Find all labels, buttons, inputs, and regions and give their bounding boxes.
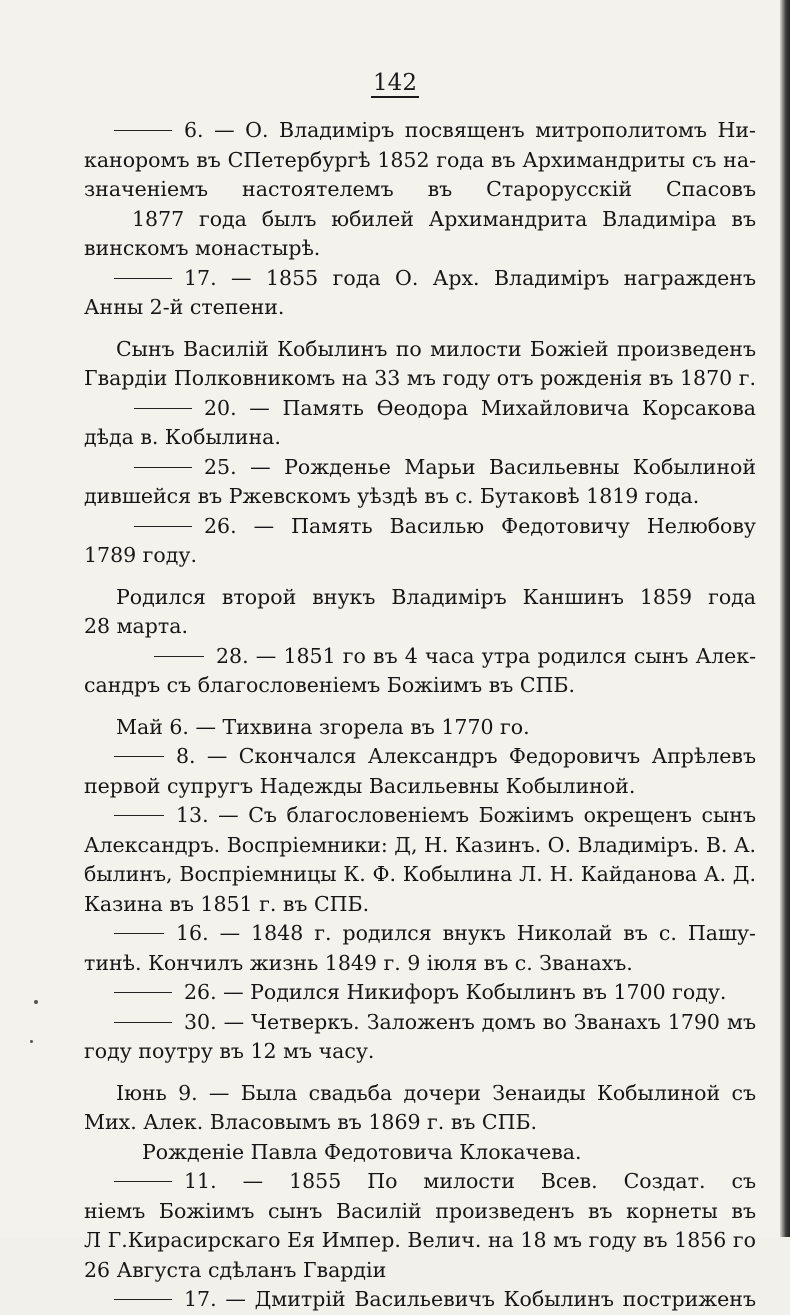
text-line [84, 713, 756, 743]
text-line-content: каноромъ въ СПетербургѣ 1852 года въ Архимандриты съ на- [84, 147, 756, 172]
text-line [84, 482, 756, 512]
text-line [84, 860, 756, 890]
text-line-content: 1789 году. [84, 543, 197, 567]
text-line [84, 1197, 756, 1227]
ditto-dash [114, 1299, 172, 1300]
scan-speck [30, 1040, 33, 1043]
text-line-content: тинѣ. Кончилъ жизнь 1849 г. 9 іюля въ с. Званахъ. [84, 950, 633, 975]
text-line-content: дившейся въ Ржевскомъ уѣздѣ въ с. Бутаковѣ 1819 года. [84, 484, 700, 508]
text-line-content: Сынъ Василій Кобылинъ по милости Божіей произведенъ [116, 336, 756, 361]
text-line [84, 175, 756, 205]
paragraph-gap [84, 701, 756, 713]
paragraph-gap [84, 1067, 756, 1079]
text-line-content: 1877 года былъ юбилей Архимандрита Владиміра въ [132, 206, 756, 231]
text-line-content: 26 Августа сдѣланъ Гвардіи [84, 1257, 387, 1282]
text-line-content: Александръ. Воспріемники: Д, Н. Казинъ. О. Владиміръ. В. А. [84, 832, 756, 857]
text-line-content: 25. — Рожденье Марьи Васильевны Кобылиной [204, 454, 756, 479]
ditto-dash [154, 656, 204, 657]
text-line-content: винскомъ монастырѣ. [84, 236, 321, 260]
text-line-content: ніемъ Божіимъ сынъ Василій произведенъ въ корнеты въ [84, 1198, 756, 1223]
ditto-dash [114, 1022, 172, 1023]
text-line-content: первой супругъ Надежды Васильевны Кобылиной. [84, 773, 636, 798]
text-line [84, 831, 756, 861]
text-line [84, 612, 756, 642]
ditto-dash [134, 408, 192, 409]
ditto-dash [114, 756, 164, 757]
ditto-dash [114, 933, 164, 934]
text-line [84, 146, 756, 176]
page-edge-shadow [780, 0, 790, 1237]
text-line [84, 919, 756, 949]
text-line [84, 890, 756, 920]
text-line [84, 541, 756, 571]
text-line [84, 264, 756, 294]
text-line [84, 1138, 756, 1168]
text-line-content: 16. — 1848 г. родился внукъ Николай въ с. Пашу- [176, 921, 756, 945]
text-line-content: Рожденіе Павла Федотовича Клокачева. [142, 1139, 582, 1164]
text-line [84, 801, 756, 831]
text-line [84, 364, 756, 394]
text-line-content: былинъ, Воспріемницы К. Ф. Кобылина Л. Н. Кайданова А. Д. [84, 862, 756, 886]
text-line [84, 512, 756, 542]
text-line [84, 583, 756, 613]
text-line [84, 1108, 756, 1138]
text-line [84, 772, 756, 802]
text-line-content: Родился второй внукъ Владиміръ Каншинъ 1859 года [116, 584, 756, 609]
text-line-content: 20. — Память Ѳеодора Михайловича Корсакова [204, 395, 756, 420]
text-line [84, 335, 756, 365]
text-line [84, 949, 756, 979]
text-line [84, 642, 756, 672]
text-line-content: 28. — 1851 го въ 4 часа утра родился сынъ Алек- [216, 643, 756, 668]
text-line [84, 742, 756, 772]
paragraph-gap [84, 571, 756, 583]
text-line [84, 1226, 756, 1256]
text-line [84, 394, 756, 424]
text-line-content: значеніемъ настоятелемъ въ Старорусскій Спасовъ [84, 177, 756, 201]
page-text [84, 116, 756, 1315]
text-line [84, 453, 756, 483]
text-line-content: Май 6. — Тихвина згорела въ 1770 го. [116, 714, 530, 739]
text-line [84, 1285, 756, 1315]
text-line-content: Л Г.Кирасирскаго Ея Импер. Велич. на 18 мъ году въ 1856 го [84, 1228, 756, 1252]
ditto-dash [114, 130, 172, 131]
text-line-content: Іюнь 9. — Была свадьба дочери Зенаиды Кобылиной съ [116, 1080, 756, 1105]
ditto-dash [134, 526, 192, 527]
text-line [84, 1008, 756, 1038]
text-line [84, 1167, 756, 1197]
text-line-content: сандръ съ благословеніемъ Божіимъ въ СПБ. [84, 673, 575, 697]
text-line-content: Гвардіи Полковникомъ на 33 мъ году отъ рожденія въ 1870 г. [84, 366, 756, 390]
page-number [0, 70, 790, 96]
text-line [84, 116, 756, 146]
text-line-content: 13. — Съ благословеніемъ Божіимъ окрещенъ сынъ [176, 803, 756, 827]
text-line-content: 8. — Скончался Александръ Федоровичъ Апрѣлевъ [176, 744, 756, 768]
text-line-content: 17. — 1855 года О. Арх. Владиміръ награжденъ [184, 265, 756, 290]
page-number-text: 142 [373, 70, 417, 96]
text-line-content: Казина въ 1851 г. въ СПБ. [84, 891, 370, 916]
text-line [84, 1079, 756, 1109]
ditto-dash [114, 815, 164, 816]
text-line-content: дѣда в. Кобылина. [84, 425, 281, 449]
scan-speck [34, 1000, 38, 1004]
text-line-content: году поутру въ 12 мъ часу. [84, 1039, 375, 1063]
ditto-dash [114, 1181, 172, 1182]
text-line [84, 1256, 756, 1286]
ditto-dash [114, 992, 172, 993]
text-line [84, 293, 756, 323]
text-line-content: 11. — 1855 По милости Всев. Создат. съ [184, 1169, 756, 1193]
text-line-content: Мих. Алек. Власовымъ въ 1869 г. въ СПБ. [84, 1110, 538, 1134]
text-line [84, 1037, 756, 1067]
text-line-content: Анны 2-й степени. [84, 295, 285, 319]
text-line [84, 205, 756, 235]
ditto-dash [114, 278, 172, 279]
text-line-content: 6. — О. Владиміръ посвященъ митрополитомъ Ни- [184, 118, 756, 142]
text-line [84, 423, 756, 453]
paragraph-gap [84, 323, 756, 335]
text-line [84, 234, 756, 264]
text-line [84, 671, 756, 701]
text-line-content: 30. — Четверкъ. Заложенъ домъ во Званахъ 1790 мъ [184, 1009, 756, 1034]
ditto-dash [134, 467, 192, 468]
text-line-content: 17. — Дмитрій Васильевичъ Кобылинъ постриженъ [184, 1287, 756, 1311]
text-line-content: 28 марта. [84, 614, 188, 638]
text-line [84, 978, 756, 1008]
text-line-content: 26. — Родился Никифоръ Кобылинъ въ 1700 году. [184, 980, 727, 1004]
text-line-content: 26. — Память Василью Федотовичу Нелюбову [204, 513, 756, 538]
